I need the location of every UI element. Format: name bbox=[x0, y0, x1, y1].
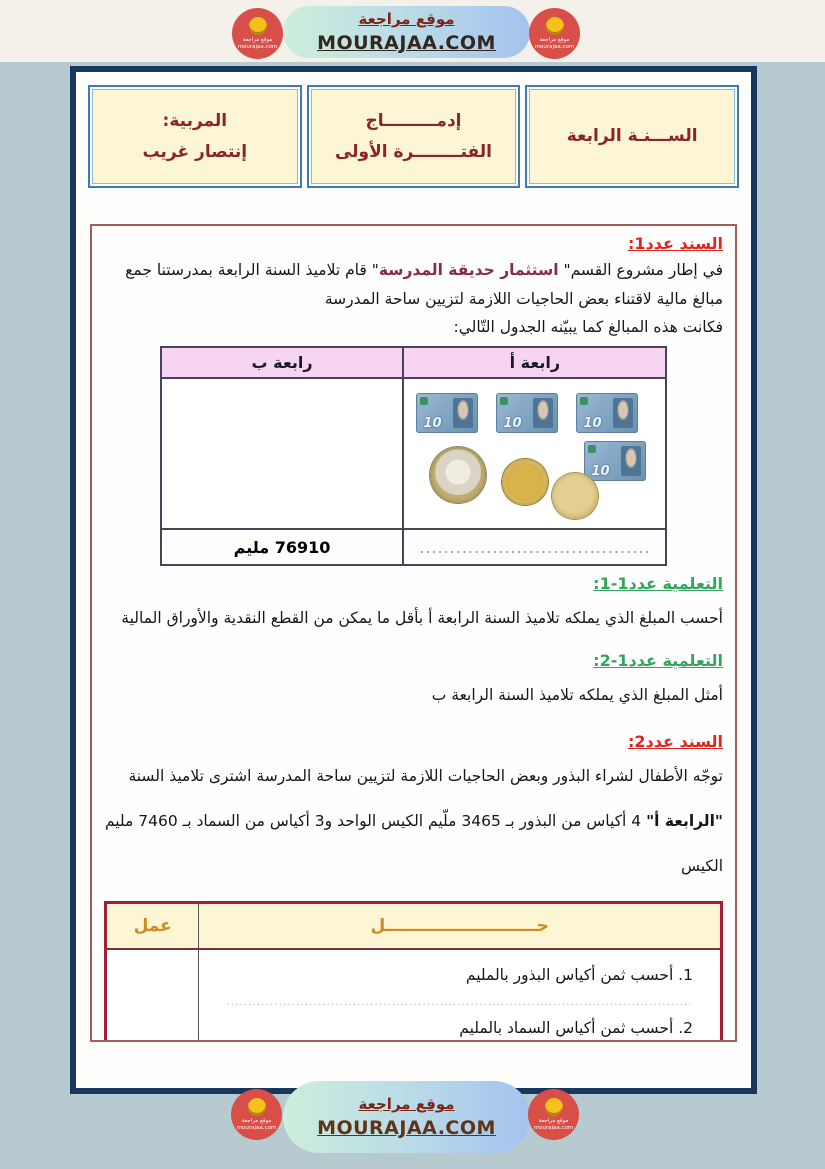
mourajaa-logo-badge bbox=[232, 8, 283, 59]
section1-text: في إطار مشروع القسم" bbox=[558, 261, 723, 279]
banknote-10-dinar-icon: 10 bbox=[496, 393, 558, 433]
banknote-10-dinar-icon: 10 bbox=[416, 393, 478, 433]
site-banner-top bbox=[283, 6, 530, 58]
badge-text: mourajaa.com bbox=[534, 43, 575, 50]
task2-text: أمثل المبلغ الذي يملكه تلاميذ السنة الرابعة ب bbox=[431, 685, 723, 704]
solution-cell bbox=[199, 949, 722, 1042]
money-header-rabaa-b: رابعة ب bbox=[161, 347, 404, 378]
task1-heading: التعلمية عدد1-1: bbox=[593, 574, 723, 594]
money-table-body-row bbox=[161, 378, 667, 529]
site-banner-bottom bbox=[283, 1081, 530, 1153]
mourajaa-logo-icon bbox=[545, 1098, 563, 1116]
mourajaa-logo-badge bbox=[528, 1089, 579, 1140]
work-header: عمل bbox=[106, 902, 199, 949]
task1-text: أحسب المبلغ الذي يملكه تلاميذ السنة الرابعة أ بأقل ما يمكن من القطع النقدية والأوراق المالية bbox=[121, 609, 723, 628]
solution-table-body-row bbox=[106, 949, 722, 1042]
worksheet-document bbox=[70, 66, 757, 1094]
teacher-label: المربية: bbox=[162, 110, 228, 131]
task2-heading: التعلمية عدد1-2: bbox=[593, 650, 723, 670]
solution-dotted-line: ........................................................................................................... bbox=[226, 997, 693, 1008]
solution-item-2: 2. أحسب ثمن أكياس السماد بالمليم bbox=[459, 1018, 693, 1037]
badge-text: mourajaa.com bbox=[533, 1124, 574, 1131]
mourajaa-logo-icon bbox=[248, 1098, 266, 1116]
badge-text: mourajaa.com bbox=[237, 43, 278, 50]
header-cell-teacher bbox=[88, 85, 302, 188]
work-cell bbox=[106, 949, 199, 1042]
period-line2: الفتــــــــرة الأولى bbox=[334, 141, 493, 162]
coin-gold-icon bbox=[502, 459, 548, 505]
coin-pale-gold-icon bbox=[552, 473, 598, 519]
badge-text: موقع مراجعة bbox=[241, 1117, 272, 1124]
money-table-header-row bbox=[161, 347, 667, 378]
site-domain: MOURAJAA.COM bbox=[317, 31, 496, 54]
money-cell-rabaa-a bbox=[403, 378, 666, 529]
section1-paragraph-2: فكانت هذه المبالغ كما يبيّنه الجدول التّالي: bbox=[453, 318, 723, 337]
teacher-name: إنتصار غريب bbox=[142, 141, 248, 162]
section2-heading: السند عدد2: bbox=[627, 731, 723, 751]
banknote-10-dinar-icon: 10 bbox=[584, 441, 646, 481]
mourajaa-logo-badge bbox=[529, 8, 580, 59]
solution-table-header-row bbox=[106, 902, 722, 949]
money-table-total-row bbox=[161, 529, 667, 565]
site-name-arabic: موقع مراجعة bbox=[358, 10, 455, 29]
money-header-rabaa-a: رابعة أ bbox=[403, 347, 666, 378]
badge-text: موقع مراجعة bbox=[538, 1117, 569, 1124]
section2-class-name: "الرابعة أ" bbox=[646, 811, 723, 830]
badge-text: موقع مراجعة bbox=[242, 36, 273, 43]
total-rabaa-a-dotted: ...................................... bbox=[403, 529, 666, 565]
mourajaa-logo-icon bbox=[546, 17, 564, 35]
content-box bbox=[90, 224, 737, 1042]
badge-text: mourajaa.com bbox=[236, 1124, 277, 1131]
period-line1: إدمـــــــــاج bbox=[365, 110, 462, 131]
mourajaa-logo-icon bbox=[249, 17, 267, 35]
site-name-arabic: موقع مراجعة bbox=[358, 1095, 455, 1114]
money-table bbox=[160, 346, 668, 566]
banknote-10-dinar-icon: 10 bbox=[576, 393, 638, 433]
total-rabaa-b-value: 76910 مليم bbox=[161, 529, 404, 565]
header-cell-year bbox=[525, 85, 739, 188]
badge-text: موقع مراجعة bbox=[539, 36, 570, 43]
header-cell-period bbox=[307, 85, 521, 188]
section2-paragraph bbox=[104, 754, 723, 889]
solution-header: حــــــــــــــــــــــــــل bbox=[199, 902, 722, 949]
section1-project-title: استثمار حديقة المدرسة bbox=[378, 261, 559, 279]
section2-text: توجّه الأطفال لشراء البذور وبعض الحاجيات اللازمة لتزيين ساحة المدرسة اشترى تلاميذ السنة bbox=[128, 766, 723, 785]
mourajaa-logo-badge bbox=[231, 1089, 282, 1140]
year-label: الســـنـة الرابعة bbox=[566, 126, 698, 147]
site-domain: MOURAJAA.COM bbox=[317, 1116, 496, 1139]
section1-paragraph bbox=[104, 256, 723, 313]
solution-item-1: 1. أحسب ثمن أكياس البذور بالمليم bbox=[465, 965, 693, 984]
coin-bimetallic-icon bbox=[430, 447, 486, 503]
document-header-table bbox=[88, 85, 739, 188]
solution-table bbox=[104, 901, 723, 1042]
section1-text: " قام تلاميذ السنة الرابعة بمدرستنا جمع مبالغ مالية لاقتناء بعض الحاجيات اللازمة لتزيين ساحة المدرسة bbox=[125, 261, 723, 308]
section2-text: 4 أكياس من البذور بـ 3465 ملّيم الكيس الواحد و3 أكياس من السماد بـ 7460 مليم الكيس bbox=[104, 811, 723, 875]
money-cell-rabaa-b bbox=[161, 378, 404, 529]
section1-heading: السند عدد1: bbox=[627, 234, 723, 253]
